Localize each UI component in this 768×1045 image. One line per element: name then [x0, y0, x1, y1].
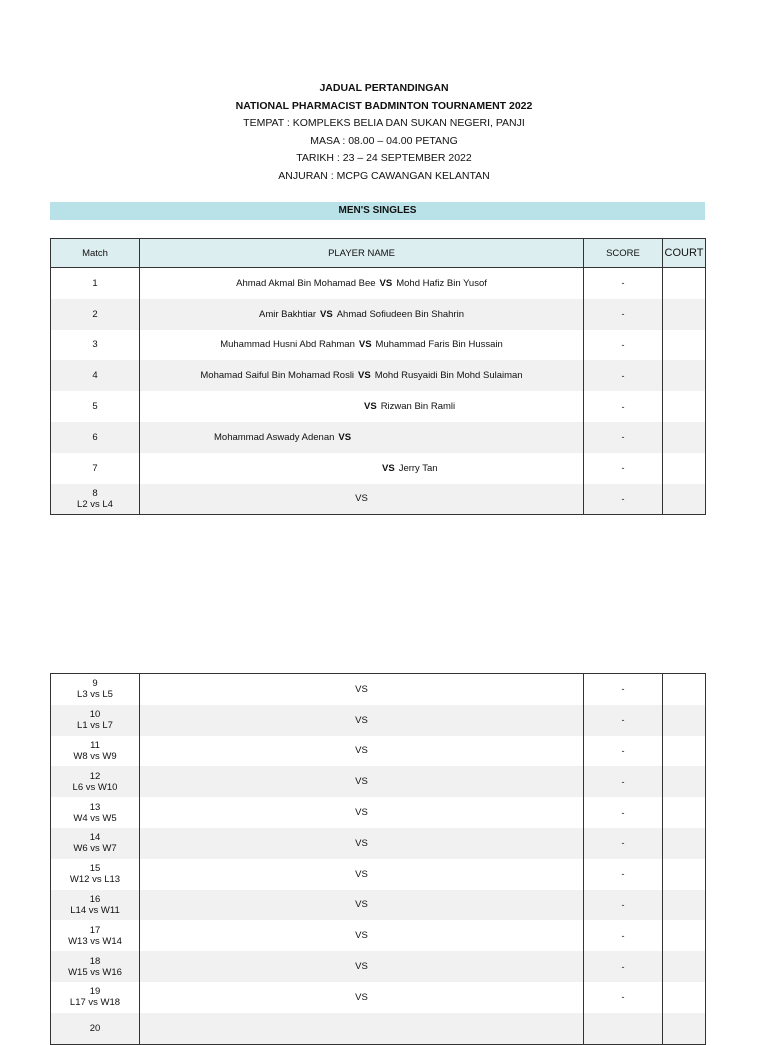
score-value: -: [621, 869, 625, 880]
match-pairing: W15 vs W16: [68, 966, 122, 978]
organizer-line: ANJURAN : MCPG CAWANGAN KELANTAN: [278, 169, 490, 182]
court-cell: [663, 859, 706, 890]
court-cell: [663, 828, 706, 859]
player-cell: [140, 268, 584, 299]
table-row: [51, 391, 706, 422]
player-cell: [140, 1013, 584, 1044]
table-row: [51, 736, 706, 767]
table-header-row: [51, 239, 706, 268]
player-right: Ahmad Sofiudeen Bin Shahrin: [336, 308, 464, 320]
vs-label: VS: [355, 745, 368, 757]
court-cell: [663, 484, 706, 515]
table-row: [51, 299, 706, 330]
match-number: 16: [89, 893, 101, 905]
tournament-name: NATIONAL PHARMACIST BADMINTON TOURNAMENT 2022: [235, 99, 533, 112]
match-cell: [51, 1013, 140, 1044]
player-column-header: PLAYER NAME: [140, 239, 584, 268]
score-cell: [584, 828, 663, 859]
match-number: 6: [92, 431, 98, 443]
table-row: [51, 890, 706, 921]
vs-label: VS: [358, 370, 371, 382]
court-cell: [663, 797, 706, 828]
court-cell: [663, 674, 706, 705]
court-cell: [663, 951, 706, 982]
vs-label: VS: [320, 308, 333, 320]
table-row: [51, 453, 706, 484]
vs-label: VS: [338, 431, 352, 443]
player-cell: [140, 797, 584, 828]
player-cell: [140, 951, 584, 982]
match-cell: [51, 766, 140, 797]
score-value: -: [621, 992, 625, 1003]
score-value: -: [621, 807, 625, 818]
match-pairing: W6 vs W7: [73, 843, 117, 855]
match-pairing: W4 vs W5: [73, 812, 117, 824]
match-number: 15: [89, 863, 101, 875]
court-cell: [663, 453, 706, 484]
score-cell: [584, 391, 663, 422]
score-cell: [584, 890, 663, 921]
vs-label: VS: [355, 930, 368, 942]
match-number: 2: [92, 308, 98, 320]
score-value: -: [621, 339, 625, 350]
vs-label: VS: [355, 837, 368, 849]
schedule-table-1: [50, 238, 706, 515]
section-title: MEN'S SINGLES: [50, 202, 705, 220]
score-value: -: [621, 309, 625, 320]
vs-label: VS: [355, 683, 368, 695]
match-number: 20: [89, 1022, 101, 1034]
player-cell: [140, 391, 584, 422]
score-cell: [584, 360, 663, 391]
player-cell: [140, 859, 584, 890]
match-cell: [51, 360, 140, 391]
player-cell: [140, 982, 584, 1013]
score-value: -: [621, 278, 625, 289]
vs-label: VS: [364, 401, 377, 413]
court-cell: [663, 299, 706, 330]
court-cell: [663, 330, 706, 361]
score-cell: [584, 484, 663, 515]
match-cell: [51, 890, 140, 921]
score-value: -: [621, 432, 625, 443]
match-column-header: Match: [51, 239, 140, 268]
match-number: 3: [92, 339, 98, 351]
match-cell: [51, 920, 140, 951]
match-pairing: L14 vs W11: [70, 904, 120, 916]
vs-label: VS: [382, 462, 395, 474]
match-number: 14: [89, 832, 101, 844]
match-number: 12: [89, 770, 101, 782]
match-number: 7: [92, 462, 98, 474]
document-header: [0, 80, 768, 186]
player-cell: [140, 453, 584, 484]
court-cell: [663, 982, 706, 1013]
score-value: -: [621, 745, 625, 756]
score-cell: [584, 951, 663, 982]
score-value: -: [621, 463, 625, 474]
match-cell: [51, 674, 140, 705]
match-cell: [51, 951, 140, 982]
date-line: TARIKH : 23 – 24 SEPTEMBER 2022: [296, 152, 472, 165]
score-value: -: [621, 776, 625, 787]
match-number: 13: [89, 801, 101, 813]
table-row: [51, 859, 706, 890]
player-cell: [140, 299, 584, 330]
court-cell: [663, 766, 706, 797]
score-cell: [584, 797, 663, 828]
player-right: Rizwan Bin Ramli: [380, 401, 456, 413]
vs-label: VS: [355, 899, 368, 911]
court-column-header: COURT: [663, 239, 706, 268]
player-left: Mohammad Aswady Adenan: [214, 431, 335, 443]
court-cell: [663, 890, 706, 921]
player-cell: [140, 890, 584, 921]
player-left: Mohamad Saiful Bin Mohamad Rosli: [200, 370, 355, 382]
score-value: -: [621, 684, 625, 695]
score-value: -: [621, 401, 625, 412]
vs-label: VS: [355, 714, 368, 726]
time-line: MASA : 08.00 – 04.00 PETANG: [310, 134, 458, 147]
match-number: 8: [92, 487, 98, 499]
score-cell: [584, 920, 663, 951]
vs-label: VS: [379, 277, 393, 289]
player-cell: [140, 330, 584, 361]
player-cell: [140, 674, 584, 705]
player-right: Mohd Hafiz Bin Yusof: [396, 277, 487, 289]
score-cell: [584, 453, 663, 484]
player-left: Ahmad Akmal Bin Mohamad Bee: [236, 277, 376, 289]
score-cell: [584, 330, 663, 361]
table-row: [51, 766, 706, 797]
court-cell: [663, 422, 706, 453]
table-row: [51, 982, 706, 1013]
court-cell: [663, 705, 706, 736]
table-row: [51, 674, 706, 705]
score-cell: [584, 674, 663, 705]
player-right: Jerry Tan: [398, 462, 438, 474]
score-value: -: [621, 715, 625, 726]
player-left: Muhammad Husni Abd Rahman: [220, 339, 355, 351]
court-cell: [663, 391, 706, 422]
vs-label: VS: [358, 339, 372, 351]
score-cell: [584, 268, 663, 299]
match-pairing: L2 vs L4: [77, 498, 113, 510]
player-right: Muhammad Faris Bin Hussain: [375, 339, 503, 351]
match-cell: [51, 705, 140, 736]
table-row: [51, 1013, 706, 1044]
venue-line: TEMPAT : KOMPLEKS BELIA DAN SUKAN NEGERI, PANJI: [243, 117, 525, 130]
player-cell: [140, 484, 584, 515]
match-number: 10: [89, 709, 101, 721]
match-pairing: L1 vs L7: [77, 720, 113, 732]
court-cell: [663, 736, 706, 767]
table-row: [51, 705, 706, 736]
match-cell: [51, 391, 140, 422]
player-cell: [140, 828, 584, 859]
table-row: [51, 484, 706, 515]
match-cell: [51, 299, 140, 330]
score-cell: [584, 299, 663, 330]
player-cell: [140, 736, 584, 767]
vs-label: VS: [355, 868, 368, 880]
score-column-header: SCORE: [584, 239, 663, 268]
court-cell: [663, 920, 706, 951]
match-pairing: W8 vs W9: [73, 750, 117, 762]
table-row: [51, 828, 706, 859]
player-cell: [140, 766, 584, 797]
table-row: [51, 268, 706, 299]
match-number: 5: [92, 401, 98, 413]
score-value: -: [621, 370, 625, 381]
match-cell: [51, 797, 140, 828]
match-cell: [51, 828, 140, 859]
match-number: 18: [89, 955, 101, 967]
table-row: [51, 360, 706, 391]
score-value: -: [621, 899, 625, 910]
match-cell: [51, 268, 140, 299]
match-pairing: L17 vs W18: [69, 997, 121, 1009]
match-pairing: W12 vs L13: [69, 874, 121, 886]
score-value: -: [621, 838, 625, 849]
score-cell: [584, 766, 663, 797]
match-cell: [51, 484, 140, 515]
score-value: -: [621, 493, 625, 504]
player-cell: [140, 705, 584, 736]
match-number: 9: [92, 678, 98, 690]
match-pairing: L6 vs W10: [72, 781, 118, 793]
court-cell: [663, 268, 706, 299]
score-cell: [584, 705, 663, 736]
player-cell: [140, 360, 584, 391]
match-number: 11: [90, 739, 100, 751]
match-cell: [51, 859, 140, 890]
vs-label: VS: [355, 776, 368, 788]
schedule-table-2: [50, 673, 706, 1045]
score-cell: [584, 859, 663, 890]
match-pairing: L3 vs L5: [77, 689, 113, 701]
match-number: 4: [92, 370, 98, 382]
score-cell: [584, 1013, 663, 1044]
player-cell: [140, 920, 584, 951]
table-row: [51, 797, 706, 828]
score-cell: [584, 982, 663, 1013]
match-cell: [51, 453, 140, 484]
player-right: Mohd Rusyaidi Bin Mohd Sulaiman: [374, 370, 523, 382]
table-row: [51, 951, 706, 982]
match-cell: [51, 982, 140, 1013]
match-number: 1: [92, 277, 98, 289]
court-cell: [663, 1013, 706, 1044]
score-cell: [584, 422, 663, 453]
match-cell: [51, 330, 140, 361]
match-pairing: W13 vs W14: [68, 935, 122, 947]
match-cell: [51, 422, 140, 453]
table-row: [51, 330, 706, 361]
vs-label: VS: [355, 991, 368, 1003]
match-cell: [51, 736, 140, 767]
score-cell: [584, 736, 663, 767]
player-cell: [140, 422, 584, 453]
match-number: 17: [89, 924, 101, 936]
court-cell: [663, 360, 706, 391]
vs-label: VS: [355, 493, 368, 505]
player-left: Amir Bakhtiar: [259, 308, 317, 320]
score-value: -: [621, 961, 625, 972]
schedule-title: JADUAL PERTANDINGAN: [319, 82, 449, 94]
table-row: [51, 920, 706, 951]
vs-label: VS: [355, 961, 368, 973]
match-number: 19: [89, 986, 101, 998]
table-row: [51, 422, 706, 453]
score-value: -: [621, 930, 625, 941]
vs-label: VS: [355, 807, 368, 819]
